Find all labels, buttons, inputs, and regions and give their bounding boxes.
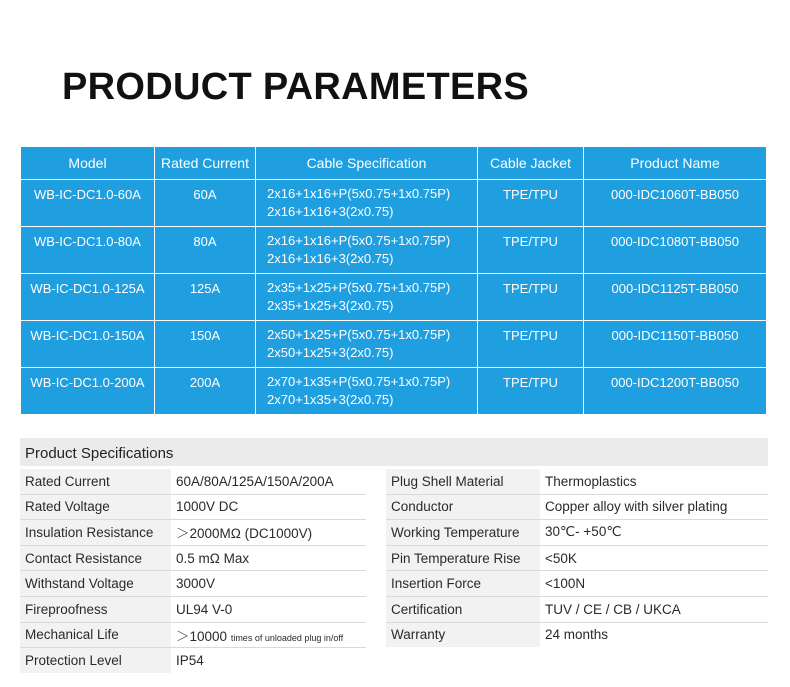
spec-row: [20, 571, 366, 597]
cell-product-name: 000-IDC1080T-BB050: [584, 227, 767, 274]
spec-value: <100N: [540, 571, 768, 597]
spec-row: [20, 520, 366, 546]
spec-label: Pin Temperature Rise: [386, 545, 540, 571]
cable-line-1: 2x16+1x16+P(5x0.75+1x0.75P): [267, 233, 451, 248]
cable-line-1: 2x50+1x25+P(5x0.75+1x0.75P): [267, 327, 451, 342]
cell-jacket: TPE/TPU: [478, 274, 584, 321]
spec-row: [386, 571, 768, 597]
spec-row: [386, 494, 768, 520]
spec-row: [386, 596, 768, 622]
cell-current: 80A: [155, 227, 256, 274]
spec-value: [171, 622, 366, 648]
cell-current: 150A: [155, 321, 256, 368]
cell-jacket: TPE/TPU: [478, 227, 584, 274]
spec-value: 60A/80A/125A/150A/200A: [171, 469, 366, 494]
cell-cable-spec: [256, 180, 478, 227]
spec-row: [386, 520, 768, 546]
spec-row: [386, 545, 768, 571]
header-cable-jacket: Cable Jacket: [478, 147, 584, 180]
spec-label: Rated Current: [20, 469, 171, 494]
cell-cable-spec: [256, 368, 478, 415]
spec-row: [20, 494, 366, 520]
spec-label: Plug Shell Material: [386, 469, 540, 494]
cell-model: WB-IC-DC1.0-125A: [21, 274, 155, 321]
table-row: [21, 368, 767, 415]
cell-product-name: 000-IDC1060T-BB050: [584, 180, 767, 227]
spec-value: 1000V DC: [171, 494, 366, 520]
spec-label: Insertion Force: [386, 571, 540, 597]
spec-row: [20, 596, 366, 622]
cell-cable-spec: [256, 227, 478, 274]
header-rated-current: Rated Current: [155, 147, 256, 180]
cell-cable-spec: [256, 321, 478, 368]
cable-line-1: 2x16+1x16+P(5x0.75+1x0.75P): [267, 186, 451, 201]
specifications-heading: Product Specifications: [20, 438, 768, 466]
spec-label: Working Temperature: [386, 520, 540, 546]
spec-row: [20, 648, 366, 673]
spec-label: Warranty: [386, 622, 540, 647]
table-row: [21, 321, 767, 368]
spec-label: Conductor: [386, 494, 540, 520]
spec-value: Thermoplastics: [540, 469, 768, 494]
spec-value: 3000V: [171, 571, 366, 597]
table-row: [21, 180, 767, 227]
spec-label: Insulation Resistance: [20, 520, 171, 546]
spec-label: Rated Voltage: [20, 494, 171, 520]
cable-line-1: 2x70+1x35+P(5x0.75+1x0.75P): [267, 374, 451, 389]
spec-value: ＞2000MΩ (DC1000V): [171, 520, 366, 546]
cell-current: 60A: [155, 180, 256, 227]
specifications-left-table: [20, 469, 366, 673]
table-row: [21, 227, 767, 274]
spec-label: Protection Level: [20, 648, 171, 673]
spec-label: Contact Resistance: [20, 545, 171, 571]
spec-row: [20, 469, 366, 494]
spec-label: Certification: [386, 596, 540, 622]
spec-value: UL94 V-0: [171, 596, 366, 622]
page-title: PRODUCT PARAMETERS: [62, 66, 530, 108]
cell-product-name: 000-IDC1125T-BB050: [584, 274, 767, 321]
spec-label: Withstand Voltage: [20, 571, 171, 597]
cell-current: 200A: [155, 368, 256, 415]
spec-label: Mechanical Life: [20, 622, 171, 648]
cell-product-name: 000-IDC1200T-BB050: [584, 368, 767, 415]
table-header-row: [21, 147, 767, 180]
header-cable-specification: Cable Specification: [256, 147, 478, 180]
cell-jacket: TPE/TPU: [478, 368, 584, 415]
spec-value: IP54: [176, 652, 204, 668]
spec-label: Fireproofness: [20, 596, 171, 622]
cell-jacket: TPE/TPU: [478, 321, 584, 368]
specifications-right-table: [386, 469, 768, 647]
spec-value-note: times of unloaded plug in/off: [230, 632, 344, 643]
cell-model: WB-IC-DC1.0-60A: [21, 180, 155, 227]
spec-row: [386, 469, 768, 494]
cell-current: 125A: [155, 274, 256, 321]
spec-value: 24 months: [545, 627, 609, 643]
cable-line-2: 2x16+1x16+3(2x0.75): [267, 204, 394, 219]
cable-line-1: 2x35+1x25+P(5x0.75+1x0.75P): [267, 280, 451, 295]
spec-value: TUV / CE / CB / UKCA: [540, 596, 768, 622]
cable-line-2: 2x50+1x25+3(2x0.75): [267, 345, 394, 360]
header-model: Model: [21, 147, 155, 180]
spec-row: [386, 622, 768, 647]
cell-model: WB-IC-DC1.0-200A: [21, 368, 155, 415]
spec-value: <50K: [540, 545, 768, 571]
cell-jacket: TPE/TPU: [478, 180, 584, 227]
cell-cable-spec: [256, 274, 478, 321]
spec-row: [20, 622, 366, 648]
cable-line-2: 2x70+1x35+3(2x0.75): [267, 392, 394, 407]
cell-model: WB-IC-DC1.0-150A: [21, 321, 155, 368]
cable-line-2: 2x35+1x25+3(2x0.75): [267, 298, 394, 313]
spec-value: Copper alloy with silver plating: [540, 494, 768, 520]
table-row: [21, 274, 767, 321]
spec-value: 0.5 mΩ Max: [171, 545, 366, 571]
cell-model: WB-IC-DC1.0-80A: [21, 227, 155, 274]
spec-row: [20, 545, 366, 571]
cell-product-name: 000-IDC1150T-BB050: [584, 321, 767, 368]
spec-value: 30℃- +50℃: [540, 520, 768, 546]
header-product-name: Product Name: [584, 147, 767, 180]
spec-value-main: ＞10000: [176, 628, 228, 644]
cable-line-2: 2x16+1x16+3(2x0.75): [267, 251, 394, 266]
product-parameters-table: [20, 146, 767, 415]
